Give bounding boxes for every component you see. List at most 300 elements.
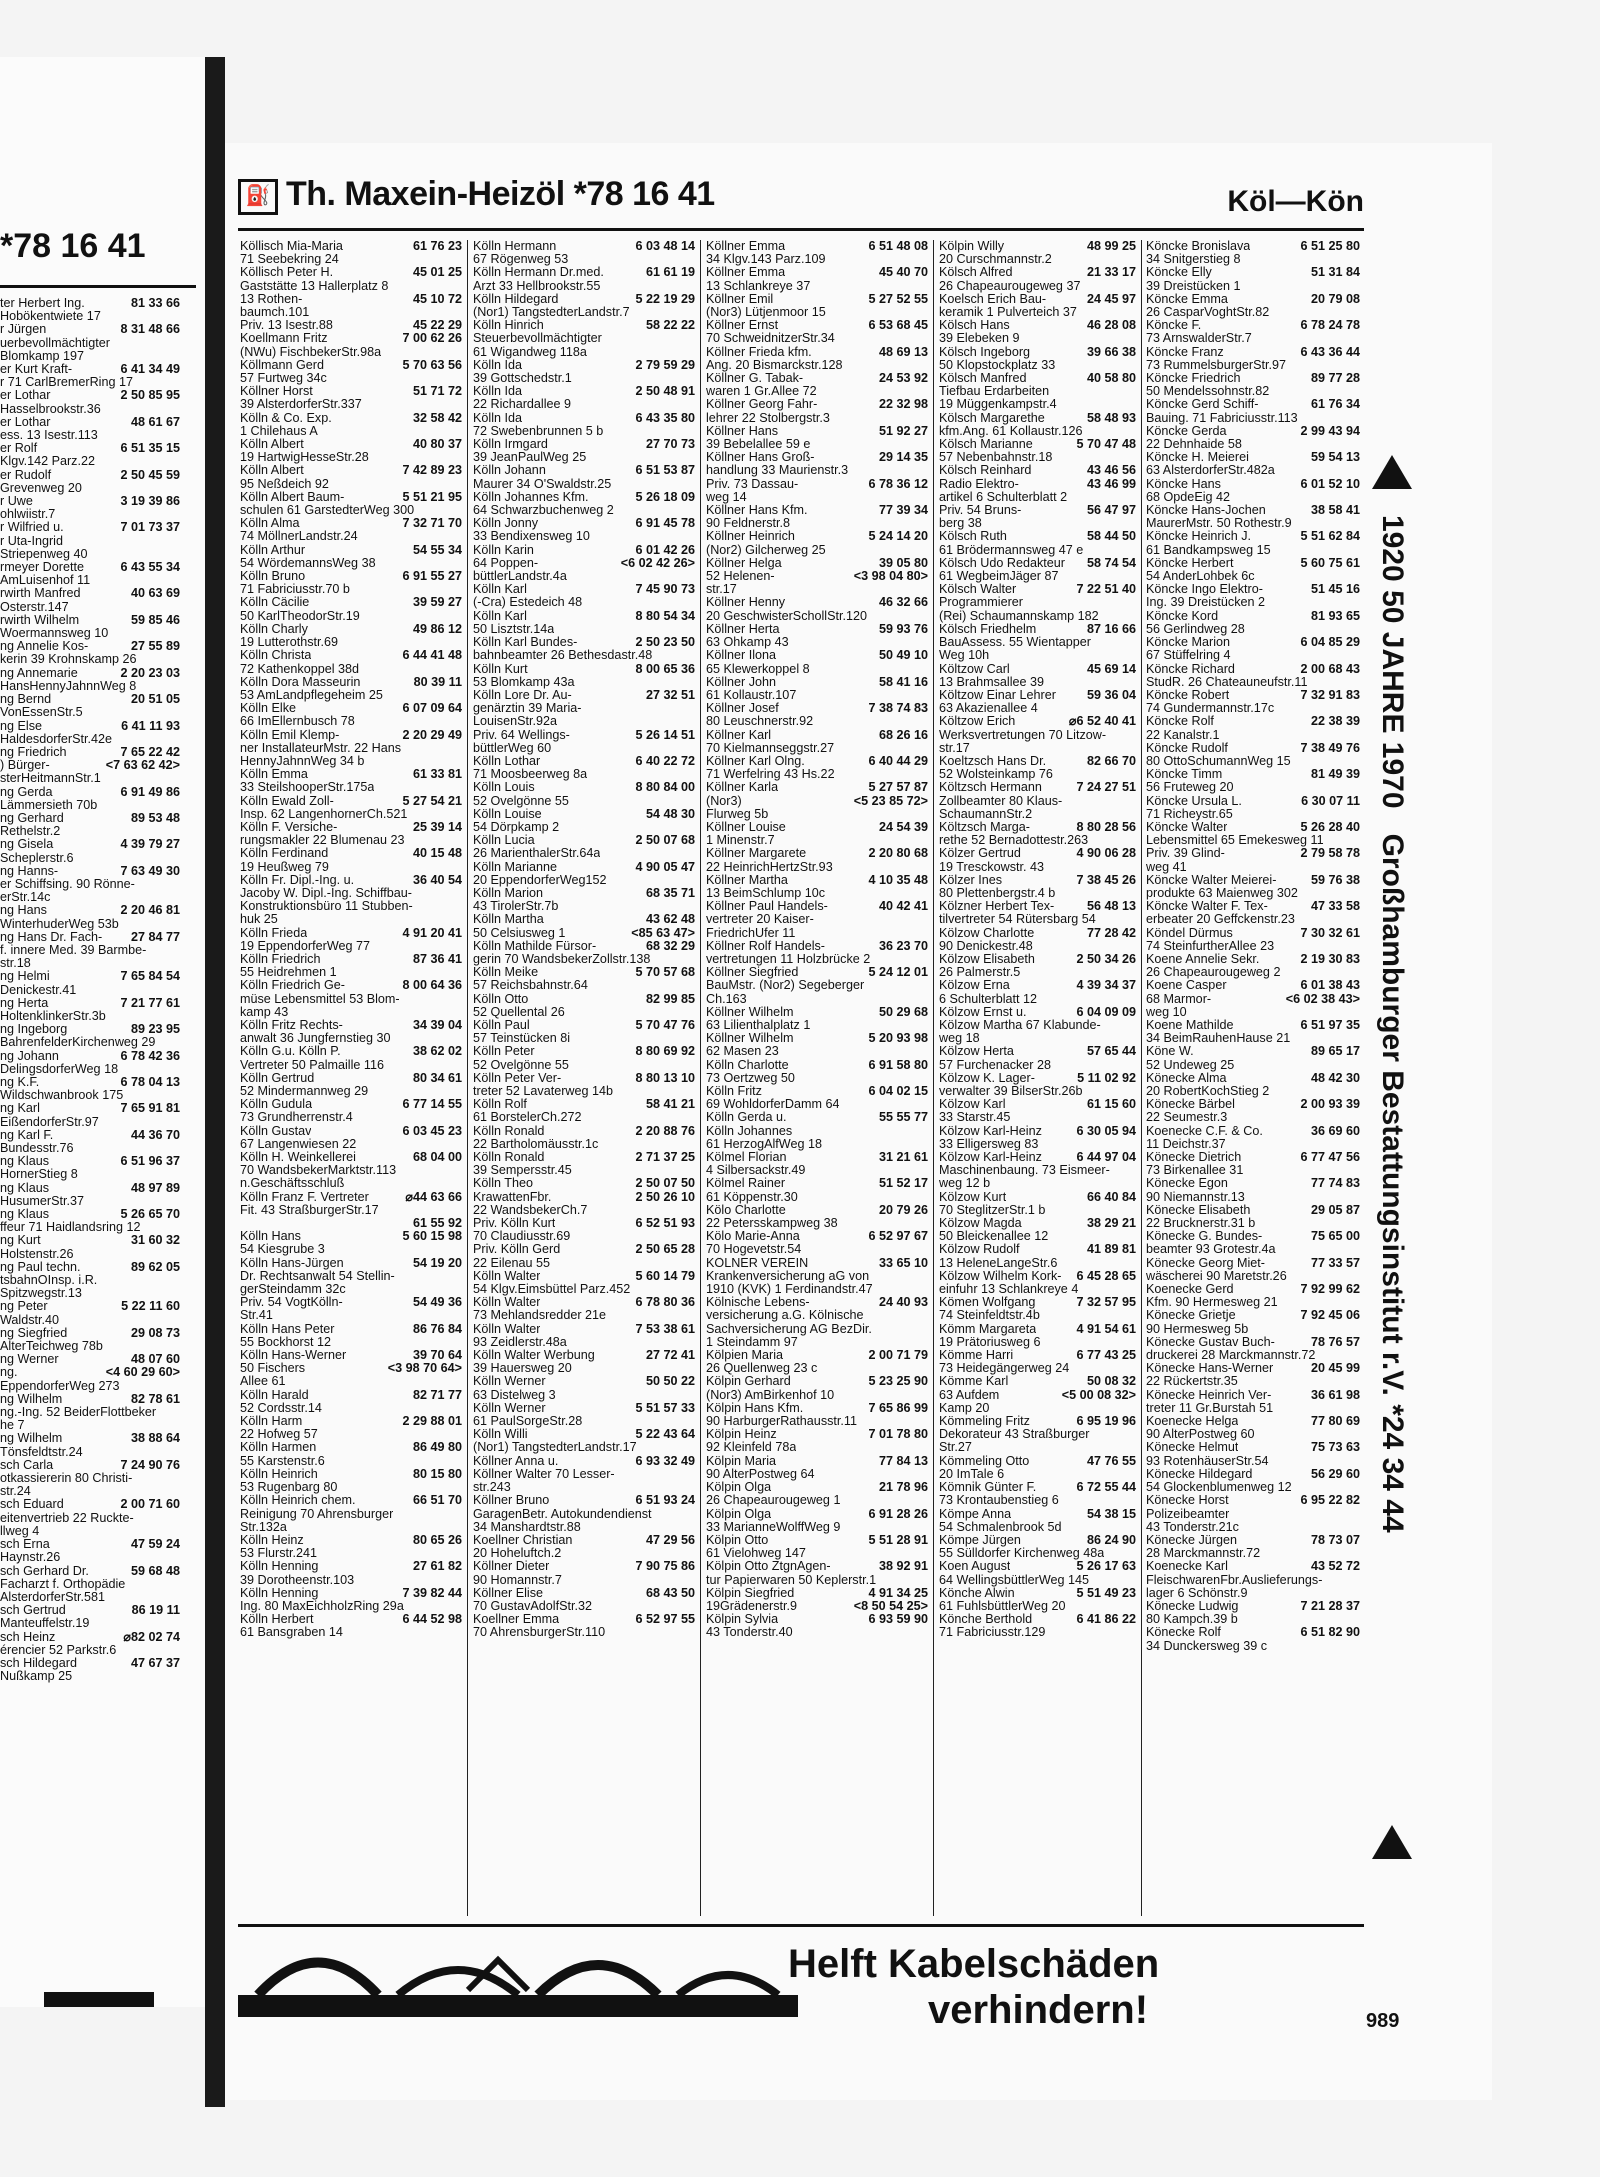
entry-phone: 68 43 50 <box>645 1585 695 1600</box>
listing-entry <box>939 742 1136 755</box>
entry-name-address: 61 Köppenstr.30 <box>706 1190 798 1204</box>
entry-phone: 36 23 70 <box>878 938 928 953</box>
listing-entry <box>706 346 928 359</box>
listing-entry <box>939 927 1136 940</box>
entry-name-address: ng Klaus <box>0 1154 50 1169</box>
entry-phone: 7 22 51 40 <box>1076 582 1136 597</box>
entry-name-address: Kölmel Florian <box>706 1151 787 1165</box>
entry-name-address: Kölpin Olga <box>706 1481 772 1495</box>
entry-name-address: Kölln Johann <box>473 464 546 478</box>
entry-phone: 48 07 60 <box>130 1352 180 1367</box>
listing-entry <box>939 1191 1136 1204</box>
entry-name-address: 70 AhrensburgerStr.110 <box>473 1626 606 1640</box>
listing-entry <box>473 1151 695 1164</box>
entry-phone: 6 04 09 09 <box>1076 1004 1136 1019</box>
listing-entry <box>473 755 695 768</box>
entry-name-address: Priv. 13 Isestr.88 <box>240 319 333 333</box>
entry-phone: 6 77 47 56 <box>1300 1150 1360 1165</box>
entry-name-address: Kölln Fritz Rechts- <box>240 1018 343 1032</box>
entry-phone: 20 45 99 <box>1310 1361 1360 1376</box>
entry-name-address: Kölsch Friedhelm <box>939 622 1037 636</box>
listing-entry <box>473 1441 695 1454</box>
entry-name-address: Kölln Peter Ver- <box>473 1071 562 1085</box>
entry-phone: 6 04 02 15 <box>868 1084 928 1098</box>
entry-phone: 51 92 27 <box>878 423 928 438</box>
entry-name-address: Allee 61 <box>240 1375 286 1389</box>
entry-name-address: anwalt 36 Jungfernstieg 30 <box>240 1032 391 1046</box>
entry-phone: 54 19 20 <box>412 1255 462 1270</box>
entry-phone: 2 50 07 68 <box>635 833 695 848</box>
entry-phone: 31 60 32 <box>130 1233 180 1248</box>
listing-entry <box>1146 1098 1360 1111</box>
listing-entry <box>706 596 928 609</box>
entry-phone: <6 02 42 26> <box>620 555 695 570</box>
listing-entry <box>1146 1323 1360 1336</box>
listing-entry <box>0 1551 180 1564</box>
listing-entry <box>939 1151 1136 1164</box>
entry-name-address: Köncke Ursula L. <box>1146 794 1242 808</box>
entry-name-address: ng.-Ing. 52 BeiderFlottbeker <box>0 1405 157 1420</box>
entry-phone: 40 63 69 <box>130 586 180 601</box>
listing-entry <box>939 821 1136 834</box>
entry-phone: 2 20 23 03 <box>120 665 180 680</box>
entry-name-address: 61 Bansgraben 14 <box>240 1626 343 1640</box>
listing-entry <box>706 332 928 345</box>
entry-name-address: 57 Furchenacker 28 <box>939 1058 1052 1072</box>
entry-name-address: 33 Starstr.45 <box>939 1111 1011 1125</box>
entry-name-address: (Nor3) Lütjenmoor 15 <box>706 306 826 320</box>
entry-phone: 48 61 67 <box>130 414 180 429</box>
listing-entry <box>1146 544 1360 557</box>
entry-phone: 50 49 10 <box>878 648 928 663</box>
entry-name-address: Kölzner Herbert Tex- <box>939 900 1055 914</box>
entry-phone: 4 91 20 41 <box>402 925 462 940</box>
entry-phone: 6 43 36 44 <box>1300 344 1360 359</box>
entry-phone: 25 39 14 <box>412 819 462 834</box>
entry-name-address: genärztin 39 Maria- <box>473 702 582 716</box>
entry-name-address: Woermannsweg 10 <box>0 626 109 641</box>
listing-entry <box>1146 1455 1360 1468</box>
funeral-institute-ad <box>1366 455 1418 1865</box>
entry-name-address: 63 Aufdem <box>939 1388 1000 1402</box>
entry-name-address: Könecke Ludwig <box>1146 1599 1239 1613</box>
listing-entry <box>1146 1243 1360 1256</box>
listing-entry <box>939 689 1136 702</box>
listing-entry <box>939 610 1136 623</box>
entry-name-address: Ing. 39 Dreistücken 2 <box>1146 596 1266 610</box>
entry-name-address: Kölsch Hans <box>939 319 1010 333</box>
entry-name-address: 71 Fabriciusstr.70 b <box>240 583 350 597</box>
entry-name-address: r 71 CarlBremerRing 17 <box>0 375 133 390</box>
entry-name-address: Köllner Josef <box>706 702 779 716</box>
listing-entry <box>240 610 462 623</box>
entry-name-address: Kölsch Reinhard <box>939 464 1032 478</box>
listing-entry <box>240 927 462 940</box>
listing-entry <box>0 653 180 666</box>
listing-entry <box>1146 1045 1360 1058</box>
entry-name-address: 57 Reichsbahnstr.64 <box>473 979 588 993</box>
entry-phone: 7 92 99 62 <box>1300 1282 1360 1297</box>
entry-name-address: ng Hans Dr. Fach- <box>0 929 103 944</box>
entry-name-address: Ing. 80 MaxEichholzRing 29a <box>240 1599 404 1613</box>
entry-name-address: ng Herta <box>0 995 49 1010</box>
listing-entry <box>240 1059 462 1072</box>
listing-entry <box>0 918 180 931</box>
entry-phone: 7 92 45 06 <box>1300 1308 1360 1323</box>
entry-phone: 68 26 16 <box>878 727 928 742</box>
entry-name-address: Scheplerstr.6 <box>0 850 74 865</box>
entry-name-address: Arzt 33 Hellbrookstr.55 <box>473 279 601 293</box>
listing-entry <box>0 1168 180 1181</box>
entry-name-address: 13 HeleneLangeStr.6 <box>939 1256 1058 1270</box>
entry-phone: 6 51 93 24 <box>635 1493 695 1508</box>
entry-phone: 51 31 84 <box>1310 265 1360 280</box>
entry-phone: 2 20 46 81 <box>120 903 180 918</box>
entry-phone: 80 15 80 <box>412 1466 462 1481</box>
entry-phone: 50 50 22 <box>645 1374 695 1389</box>
listing-entry <box>706 1045 928 1058</box>
listing-entry <box>1146 1626 1360 1639</box>
entry-name-address: ng Else <box>0 718 43 733</box>
entry-name-address: Kölln Walter <box>473 1322 541 1336</box>
entry-name-address: weg 14 <box>706 490 747 504</box>
entry-phone: 2 79 59 29 <box>635 357 695 372</box>
listing-entry <box>0 469 180 482</box>
entry-name-address: Kölln Heinrich <box>240 1467 318 1481</box>
entry-name-address: (Nor3) AmBirkenhof 10 <box>706 1388 835 1402</box>
entry-name-address: 95 Neßdeich 92 <box>240 477 329 491</box>
listing-entry <box>0 1366 180 1379</box>
entry-name-address: Osterstr.147 <box>0 599 69 614</box>
entry-name-address: 70 GustavAdolfStr.32 <box>473 1599 593 1613</box>
entry-phone: 5 70 57 68 <box>635 965 695 980</box>
entry-name-address: Kölln Lore Dr. Au- <box>473 688 572 702</box>
entry-name-address: tur Papierwaren 50 Keplerstr.1 <box>706 1573 877 1587</box>
entry-name-address: Kölln Johannes <box>706 1124 793 1138</box>
entry-name-address: Köncke Emma <box>1146 292 1228 306</box>
entry-name-address: Kölln Hans <box>240 1230 301 1244</box>
entry-name-address: Kömnik Günter F. <box>939 1481 1037 1495</box>
listing-entry <box>706 1389 928 1402</box>
entry-name-address: 80 Leuschnerstr.92 <box>706 715 814 729</box>
entry-name-address: 74 SteinfurtherAllee 23 <box>1146 939 1275 953</box>
entry-phone: 58 41 16 <box>878 674 928 689</box>
entry-phone: 5 27 57 87 <box>868 780 928 795</box>
entry-name-address: he 7 <box>0 1418 25 1433</box>
entry-name-address: Steuerbevollmächtigter <box>473 332 602 346</box>
entry-name-address: HusumerStr.37 <box>0 1193 84 1208</box>
entry-name-address: ng. <box>0 1365 18 1380</box>
entry-name-address: Könecke Heinrich Ver- <box>1146 1388 1272 1402</box>
entry-phone: 40 42 41 <box>878 899 928 914</box>
entry-name-address: tsbahnOInsp. i.R. <box>0 1273 98 1288</box>
entry-name-address: Könecke Gustav Buch- <box>1146 1335 1275 1349</box>
listing-entry <box>473 1072 695 1085</box>
entry-name-address: Reinigung 70 Ahrensburger <box>240 1507 394 1521</box>
entry-phone: 5 70 63 56 <box>402 357 462 372</box>
entry-name-address: 20 EppendorferWeg152 <box>473 873 607 887</box>
entry-name-address: 73 Krontaubenstieg 6 <box>939 1494 1059 1508</box>
entry-name-address: Koene Mathilde <box>1146 1018 1234 1032</box>
entry-name-address: 34 Snitgerstieg 8 <box>1146 253 1241 267</box>
entry-name-address: Kamp 20 <box>939 1401 990 1415</box>
entry-phone: 89 77 28 <box>1310 371 1360 386</box>
listing-entry <box>473 887 695 900</box>
listing-entry <box>1146 715 1360 728</box>
entry-phone: 78 76 57 <box>1310 1334 1360 1349</box>
listing-entry <box>240 1626 462 1639</box>
entry-phone: 7 32 91 83 <box>1300 687 1360 702</box>
entry-name-address: Kölsch Alfred <box>939 266 1013 280</box>
entry-name-address: BahrenfelderKirchenweg 29 <box>0 1035 156 1050</box>
listing-entry <box>939 1375 1136 1388</box>
listing-entry <box>1146 1560 1360 1573</box>
entry-phone: 2 00 71 60 <box>120 1497 180 1512</box>
listing-entry <box>939 1494 1136 1507</box>
entry-name-address: Költzsch Hermann <box>939 781 1042 795</box>
entry-name-address: Kfm. 90 Hermesweg 21 <box>1146 1296 1278 1310</box>
listing-entry <box>1146 781 1360 794</box>
entry-phone: 59 76 38 <box>1310 872 1360 887</box>
entry-name-address: Konstruktionsbüro 11 Stubben- <box>240 900 413 914</box>
entry-name-address: Kölln Johannes Kfm. <box>473 490 589 504</box>
listing-entry <box>939 530 1136 543</box>
listing-entry <box>473 1494 695 1507</box>
entry-phone: 75 73 63 <box>1310 1440 1360 1455</box>
entry-name-address: Köllner Karla <box>706 781 779 795</box>
entry-phone: 77 74 83 <box>1310 1176 1360 1191</box>
entry-name-address: 50 Lisztstr.14a <box>473 622 555 636</box>
entry-name-address: 63 Lilienthalplatz 1 <box>706 1018 811 1032</box>
entry-name-address: Polizeibeamter <box>1146 1507 1230 1521</box>
entry-name-address: Kölln Ewald Zoll- <box>240 794 334 808</box>
listing-entry <box>1146 398 1360 411</box>
entry-name-address: sch Carla <box>0 1457 54 1472</box>
entry-name-address: 33 Bendixensweg 10 <box>473 530 590 544</box>
listing-entry <box>939 808 1136 821</box>
entry-name-address: er Kurt Kraft- <box>0 362 73 377</box>
listing-entry <box>0 772 180 785</box>
listing-entry <box>939 623 1136 636</box>
entry-phone: 56 48 13 <box>1086 899 1136 914</box>
entry-name-address: Manteuffelstr.19 <box>0 1616 90 1631</box>
entry-name-address: Kölsch Ruth <box>939 530 1007 544</box>
entry-name-address: 50 Celsiusweg 1 <box>473 926 566 940</box>
listing-entry <box>240 293 462 306</box>
entry-phone: 6 44 52 98 <box>402 1612 462 1627</box>
listing-entry <box>473 1243 695 1256</box>
listing-entry <box>240 1508 462 1521</box>
entry-name-address: 1 Steindamm 97 <box>706 1335 798 1349</box>
entry-phone: 2 50 07 50 <box>635 1176 695 1191</box>
listing-entry <box>939 1441 1136 1454</box>
listing-entry <box>473 412 695 425</box>
heating-oil-logo-icon: ⛽ <box>238 179 278 215</box>
entry-name-address: Kölsch Ingeborg <box>939 345 1031 359</box>
listing-entry <box>939 1072 1136 1085</box>
entry-name-address: 71 Seebekring 24 <box>240 253 339 267</box>
listing-entry <box>473 293 695 306</box>
listing-entry <box>1146 425 1360 438</box>
listing-entry <box>0 706 180 719</box>
entry-name-address: 56 Gerlindweg 28 <box>1146 622 1245 636</box>
entry-name-address: 63 Distelweg 3 <box>473 1388 556 1402</box>
entry-phone: 8 80 28 56 <box>1076 819 1136 834</box>
listing-entry <box>0 720 180 733</box>
entry-name-address: 90 Feldnerstr.8 <box>706 517 791 531</box>
entry-name-address: ng Gisela <box>0 837 54 852</box>
entry-name-address: 33 MarianneWolffWeg 9 <box>706 1520 841 1534</box>
entry-name-address: 19 HartwigHesseStr.28 <box>240 451 369 465</box>
entry-name-address: Kölln Christa <box>240 649 312 663</box>
listing-entry <box>1146 1508 1360 1521</box>
entry-phone: 6 03 48 14 <box>635 240 695 253</box>
entry-phone: 7 38 74 83 <box>868 701 928 716</box>
listing-entry <box>1146 1257 1360 1270</box>
entry-name-address: Koelsch Erich Bau- <box>939 292 1047 306</box>
entry-phone: 75 65 00 <box>1310 1229 1360 1244</box>
listing-entry <box>473 530 695 543</box>
listing-entry <box>1146 861 1360 874</box>
entry-phone: 6 04 85 29 <box>1300 635 1360 650</box>
listing-entry <box>240 1177 462 1190</box>
listing-entry <box>939 649 1136 662</box>
entry-name-address: Köncke Herbert <box>1146 556 1234 570</box>
entry-phone: 77 80 69 <box>1310 1414 1360 1429</box>
entry-phone: 2 50 23 50 <box>635 635 695 650</box>
listing-entry <box>473 1375 695 1388</box>
listing-entry <box>706 1521 928 1534</box>
listing-entry <box>1146 1019 1360 1032</box>
entry-name-address: Köllner Frieda kfm. <box>706 345 812 359</box>
entry-name-address: sch Hildegard <box>0 1655 78 1670</box>
listing-entry <box>0 535 180 548</box>
entry-name-address: StudR. 26 Chateauneufstr.11 <box>1146 675 1308 689</box>
entry-name-address: Priv. Kölln Kurt <box>473 1217 556 1231</box>
listing-entry <box>706 398 928 411</box>
entry-phone: 7 42 89 23 <box>402 463 462 478</box>
listing-entry <box>0 1102 180 1115</box>
entry-name-address: 22 Kanalstr.1 <box>1146 728 1220 742</box>
listing-entry <box>473 266 695 279</box>
listing-entry <box>706 913 928 926</box>
entry-name-address: 70 WandsbekerMarktstr.113 <box>240 1164 397 1178</box>
listing-entry <box>240 847 462 860</box>
listing-entry <box>0 403 180 416</box>
listing-entry <box>0 1182 180 1195</box>
entry-name-address: Kölln Louise <box>473 807 542 821</box>
entry-name-address: r Jürgen <box>0 322 47 337</box>
entry-name-address: (Nor3) <box>706 794 742 808</box>
listing-entry <box>0 1050 180 1063</box>
listing-entry <box>1146 1230 1360 1243</box>
listing-entry <box>240 438 462 451</box>
entry-phone: 5 20 93 98 <box>868 1031 928 1046</box>
listing-entry <box>240 1019 462 1032</box>
cable-illustration-icon <box>238 1940 798 2030</box>
entry-phone: 5 27 54 21 <box>402 793 462 808</box>
entry-phone: 5 26 17 63 <box>1076 1559 1136 1574</box>
entry-name-address: KrawattenFbr. <box>473 1190 552 1204</box>
entry-name-address: FleischwarenFbr.Auslieferungs- <box>1146 1573 1323 1587</box>
entry-phone: 5 70 47 76 <box>635 1017 695 1032</box>
listing-entry <box>706 1574 928 1587</box>
page-title-ad: Th. Maxein-Heizöl *78 16 41 <box>286 175 715 213</box>
listing-entry <box>706 649 928 662</box>
entry-name-address: Köncke F. <box>1146 319 1202 333</box>
entry-name-address: sterHeitmannStr.1 <box>0 771 101 786</box>
listing-entry <box>939 1481 1136 1494</box>
listing-entry <box>240 1613 462 1626</box>
entry-phone: 5 24 12 01 <box>868 965 928 980</box>
listing-entry <box>706 1455 928 1468</box>
entry-phone: 82 78 61 <box>130 1391 180 1406</box>
listing-entry <box>1146 663 1360 676</box>
listing-entry <box>473 332 695 345</box>
entry-phone: 6 51 96 37 <box>120 1154 180 1169</box>
entry-name-address: 26 CasparVoghtStr.82 <box>1146 306 1270 320</box>
entry-phone: 61 61 19 <box>645 265 695 280</box>
entry-name-address: kfm.Ang. 61 Kollaustr.126 <box>939 424 1083 438</box>
listing-entry <box>939 1587 1136 1600</box>
entry-phone: 5 11 02 92 <box>1077 1070 1136 1085</box>
listing-entry <box>240 742 462 755</box>
entry-name-address: Köllner Emma <box>706 240 786 253</box>
listing-entry <box>939 398 1136 411</box>
listing-entry <box>473 874 695 887</box>
entry-name-address: HansHennyJahnnWeg 8 <box>0 678 137 693</box>
listing-entry <box>240 979 462 992</box>
listing-entry <box>240 1309 462 1322</box>
entry-name-address: Striepenweg 40 <box>0 546 88 561</box>
entry-phone: <7 63 62 42> <box>105 758 180 773</box>
entry-name-address: Kölln Mathilde Fürsor- <box>473 939 597 953</box>
entry-name-address: 34 Klgv.143 Parz.109 <box>706 253 826 267</box>
listing-entry <box>473 847 695 860</box>
listing-entry <box>473 1468 695 1481</box>
entry-phone: 77 39 34 <box>878 503 928 518</box>
listing-entry <box>706 544 928 557</box>
entry-name-address: 34 Manshardtstr.88 <box>473 1520 581 1534</box>
entry-name-address: Kölln Harm <box>240 1415 303 1429</box>
entry-name-address: 54 Klgv.Eimsbüttel Parz.452 <box>473 1283 631 1297</box>
listing-entry <box>0 970 180 983</box>
entry-name-address: 39 Sempersstr.45 <box>473 1164 572 1178</box>
entry-name-address: Könche Alwin <box>939 1586 1015 1600</box>
listing-entry <box>240 993 462 1006</box>
listing-entry <box>1146 742 1360 755</box>
listing-entry <box>706 1534 928 1547</box>
entry-name-address: ffeur 71 Haidlandsring 12 <box>0 1220 141 1235</box>
entry-name-address: 80 Plettenbergstr.4 b <box>939 886 1056 900</box>
listing-entry <box>706 530 928 543</box>
listing-entry <box>473 1098 695 1111</box>
entry-name-address: Kölln Frieda <box>240 926 308 940</box>
entry-name-address: 73 RummelsburgerStr.97 <box>1146 358 1286 372</box>
entry-phone: 8 31 48 66 <box>120 322 180 337</box>
entry-name-address: 54 AnderLohbek 6c <box>1146 570 1255 584</box>
entry-phone: 6 52 97 55 <box>635 1612 695 1627</box>
entry-name-address: 22 Seumestr.3 <box>1146 1111 1228 1125</box>
entry-phone: 87 16 66 <box>1086 621 1136 636</box>
entry-phone: 6 41 86 22 <box>1076 1612 1136 1627</box>
listing-entry <box>1146 1072 1360 1085</box>
entry-name-address: Ang. 20 Bismarckstr.128 <box>706 358 843 372</box>
entry-phone: 4 91 54 61 <box>1076 1321 1136 1336</box>
entry-phone: 38 62 02 <box>412 1044 462 1059</box>
listing-entry <box>706 1481 928 1494</box>
entry-phone: 61 76 23 <box>412 240 462 253</box>
